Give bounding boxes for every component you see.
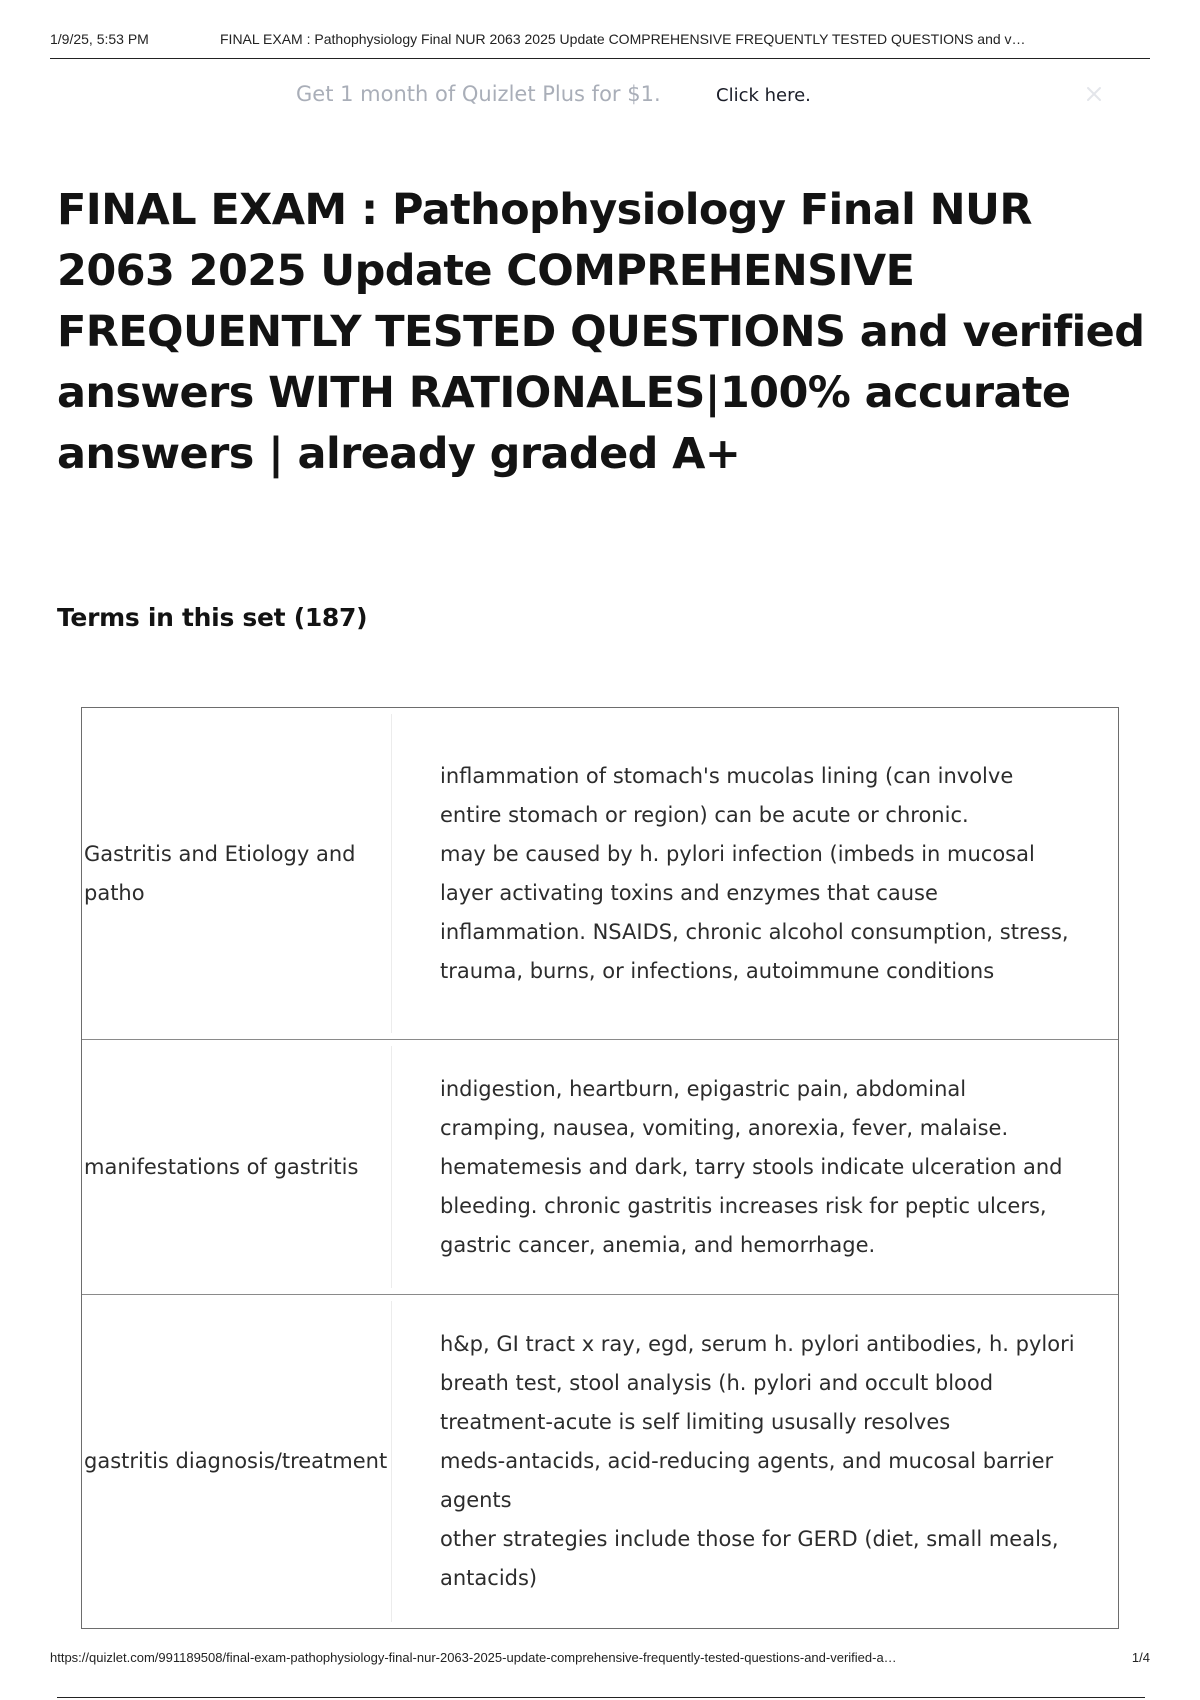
definition-text: indigestion, heartburn, epigastric pain, abdominal cramping, nausea, vomiting, anorexia, fever, malaise. hematemesis and dark, tarry stools indicate ulceration and bleeding. chronic gastritis increases risk for peptic ulcers, gastric cancer, anemia, and hemorrhage.: [440, 1076, 1063, 1257]
bottom-divider: [57, 1697, 1145, 1698]
table-row: [82, 708, 1118, 1040]
page-number: 1/4: [1131, 1650, 1150, 1665]
print-doc-title: FINAL EXAM : Pathophysiology Final NUR 2063 2025 Update COMPREHENSIVE FREQUENTLY TESTED QUESTIONS and v…: [220, 31, 1026, 47]
term-text: manifestations of gastritis: [82, 1046, 392, 1288]
definition-text: inflammation of stomach's mucolas lining (can involve entire stomach or region) can be acute or chronic. may be caused by h. pylori infection (imbeds in mucosal layer activating toxins and enzymes that cause inflammation. NSAIDS, chronic alcohol consumption, stress, trauma, burns, or infections, autoimmune conditions: [440, 763, 1069, 983]
promo-link[interactable]: Click here.: [716, 85, 811, 106]
table-row: [82, 1295, 1118, 1628]
print-header: [50, 28, 1150, 59]
promo-text: Get 1 month of Quizlet Plus for $1.: [296, 82, 661, 106]
promo-banner: [0, 80, 1200, 114]
close-icon[interactable]: [1082, 82, 1106, 106]
print-date: 1/9/25, 5:53 PM: [50, 31, 149, 47]
terms-heading: Terms in this set (187): [57, 603, 368, 632]
print-url: https://quizlet.com/991189508/final-exam-pathophysiology-final-nur-2063-2025-update-comprehensive-frequently-tested-questions-and-verified-a…: [50, 1650, 897, 1665]
page-title: FINAL EXAM : Pathophysiology Final NUR 2063 2025 Update COMPREHENSIVE FREQUENTLY TESTED QUESTIONS and verified answers WITH RATIONALES|100% accurate answers | already graded A+: [57, 185, 1145, 479]
table-row: [82, 1040, 1118, 1295]
definition-text: h&p, GI tract x ray, egd, serum h. pylori antibodies, h. pylori breath test, stool analysis (h. pylori and occult blood treatment-acute is self limiting ususally resolves meds-antacids, acid-reducing agents, and mucosal barrier agents other strategies include those for GERD (diet, small meals, antacids): [440, 1332, 1075, 1590]
term-text: gastritis diagnosis/treatment: [82, 1301, 392, 1622]
terms-table: [81, 707, 1119, 1629]
term-text: Gastritis and Etiology and patho: [82, 714, 392, 1033]
